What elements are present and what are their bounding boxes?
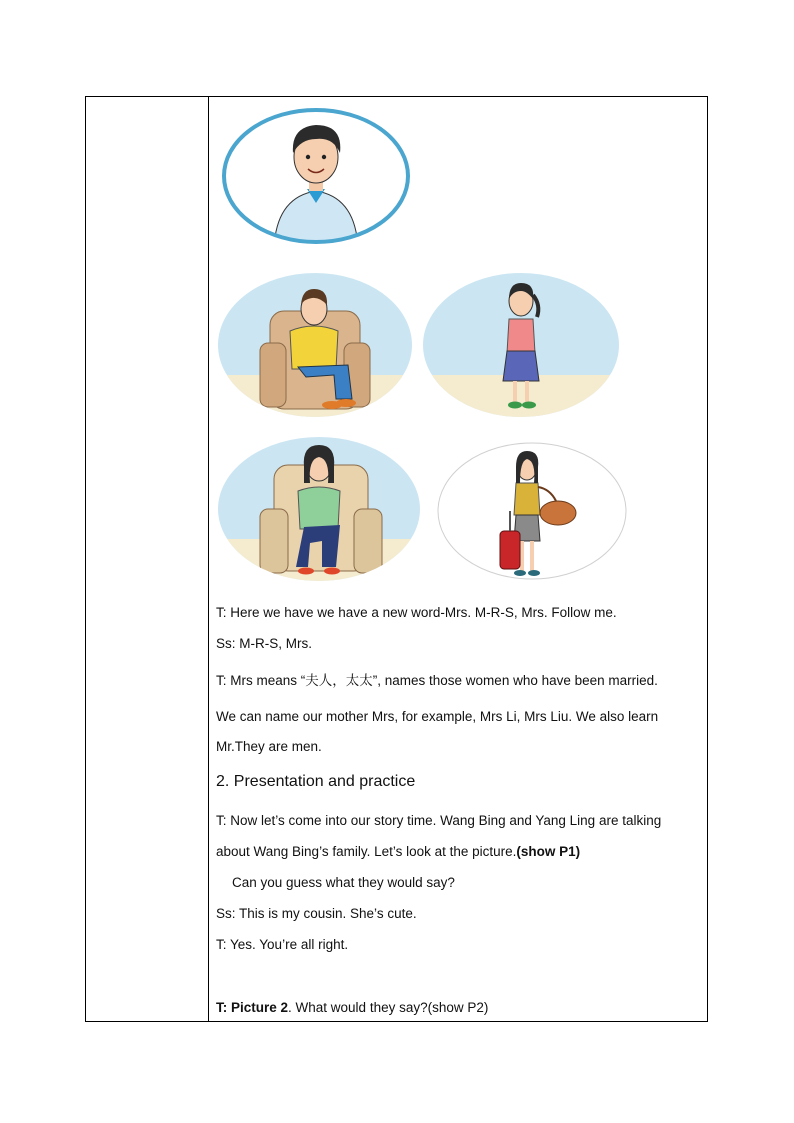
text-line: We can name our mother Mrs, for example, Mrs Li, Mrs Liu. We also learn — [216, 709, 659, 724]
father-on-sofa-picture — [216, 271, 414, 419]
text-line: Ss: This is my cousin. She’s cute. — [216, 906, 417, 921]
text-span: . What would they say?(show P2) — [288, 1000, 489, 1015]
bold-text: (show P1) — [516, 844, 581, 859]
bold-text: T: Picture 2 — [216, 1000, 289, 1015]
text-span: about Wang Bing’s family. Let’s look at the picture. — [216, 844, 517, 859]
text-line: T: Mrs means “夫人，太太”, names those women who have been married. — [216, 673, 658, 688]
section-heading: 2. Presentation and practice — [216, 773, 416, 790]
text-line: Mr.They are men. — [216, 739, 322, 754]
text-line: T: Yes. You’re all right. — [216, 937, 349, 952]
cousin-picture — [421, 271, 621, 419]
text-line: T: Here we have we have a new word-Mrs. M-R-S, Mrs. Follow me. — [216, 605, 617, 620]
aunt-with-luggage-picture — [434, 439, 630, 583]
mother-on-sofa-picture — [216, 435, 422, 583]
text-line: T: Now let’s come into our story time. Wang Bing and Yang Ling are talking — [216, 813, 662, 828]
text-line — [216, 843, 580, 861]
text-line — [216, 999, 488, 1017]
column-divider — [208, 97, 209, 1021]
lesson-table — [85, 96, 708, 1022]
text-line: Can you guess what they would say? — [232, 875, 455, 890]
text-line: Ss: M-R-S, Mrs. — [216, 636, 312, 651]
boy-picture — [219, 105, 413, 247]
